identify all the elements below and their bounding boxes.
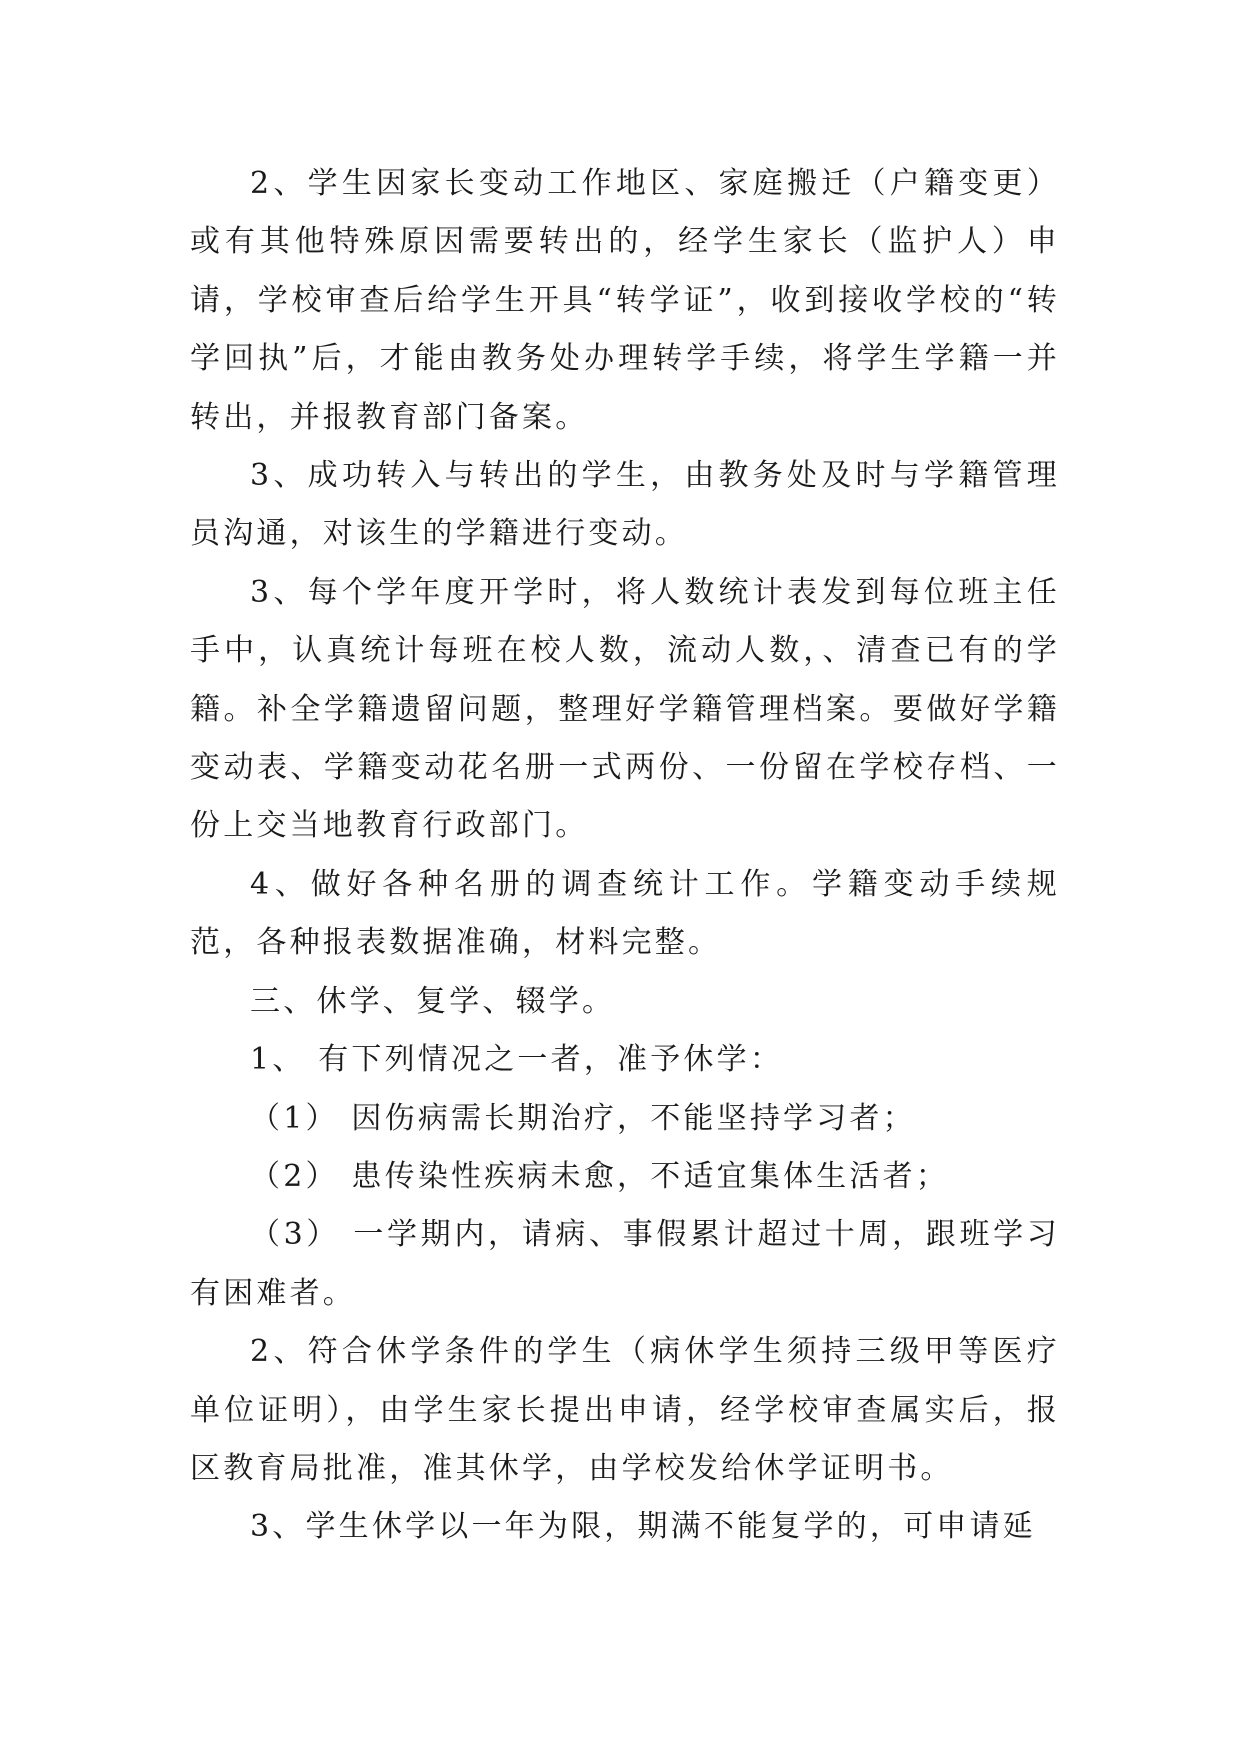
paragraph-suspension-conditions: 1、 有下列情况之一者，准予休学： [250,1042,784,1078]
list-item-condition-2: （2） 患传染性疾病未愈，不适宜集体生活者； [250,1158,950,1194]
document-body [190,155,1060,1557]
paragraph-suspension-limit: 3、学生休学以一年为限，期满不能复学的，可申请延 [250,1509,1036,1545]
section-heading-suspension: 三、休学、复学、辍学。 [250,983,616,1019]
paragraph-enrollment-statistics: 3、每个学年度开学时，将人数统计表发到每位班主任手中，认真统计每班在校人数，流动人数，、清查已有的学籍。补全学籍遗留问题，整理好学籍管理档案。要做好学籍变动表、学籍变动花名册一式两份、一份留在学校存档、一份上交当地教育行政部门。 [190,574,1060,844]
list-item-condition-1: （1） 因伤病需长期治疗，不能坚持学习者； [250,1100,916,1136]
paragraph-transfer-out: 2、学生因家长变动工作地区、家庭搬迁（户籍变更）或有其他特殊原因需要转出的，经学生家长（监护人）申请，学校审查后给学生开具“转学证”，收到接收学校的“转学回执”后，才能由教务处办理转学手续，将学生学籍一并转出，并报教育部门备案。 [190,166,1060,435]
paragraph-roster-survey: 4、做好各种名册的调查统计工作。学籍变动手续规范，各种报表数据准确，材料完整。 [190,866,1060,961]
list-item-condition-3: （3） 一学期内，请病、事假累计超过十周，跟班学习有困难者。 [190,1217,1060,1311]
paragraph-transfer-communication: 3、成功转入与转出的学生，由教务处及时与学籍管理员沟通，对该生的学籍进行变动。 [190,458,1060,552]
paragraph-suspension-procedure: 2、符合休学条件的学生（病休学生须持三级甲等医疗单位证明），由学生家长提出申请，经学校审查属实后，报区教育局批准，准其休学，由学校发给休学证明书。 [190,1334,1060,1486]
